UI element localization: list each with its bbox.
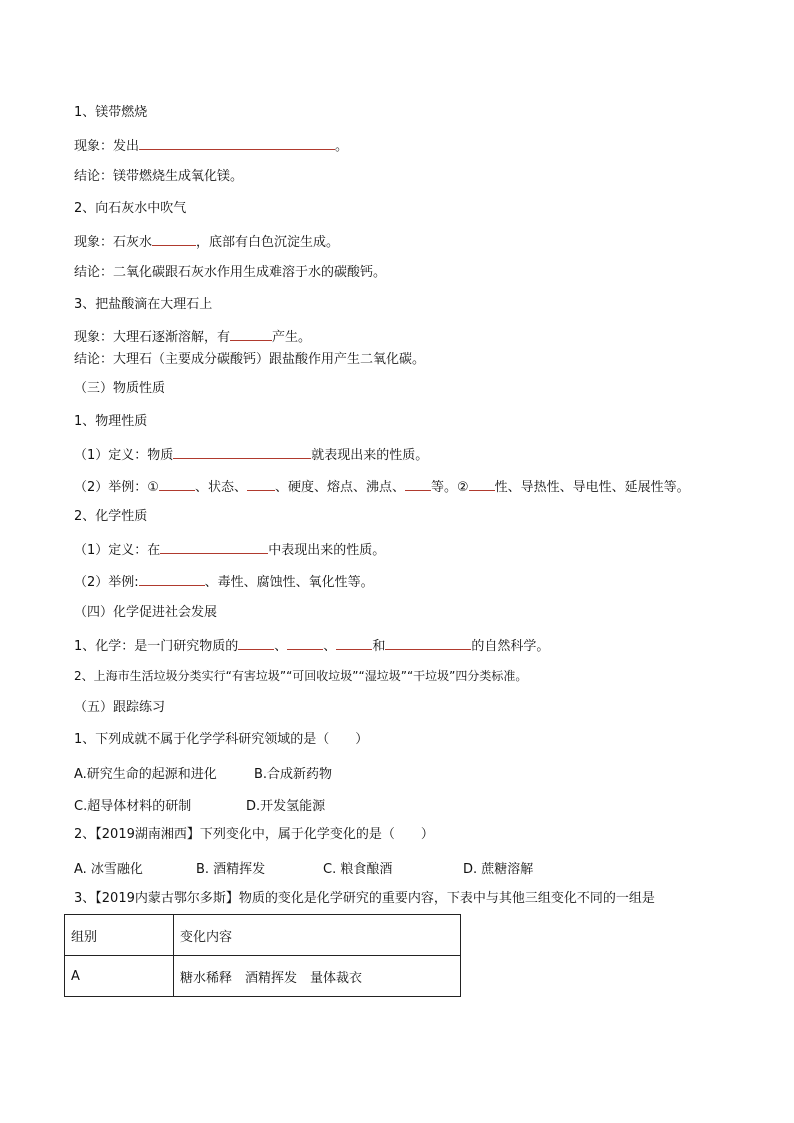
chemical-definition	[74, 540, 385, 560]
answer-blank[interactable]	[230, 327, 272, 341]
section-2-title: 2、向石灰水中吹气	[74, 201, 187, 216]
society-heading: （四）化学促进社会发展	[74, 605, 218, 620]
chemical-examples	[74, 572, 374, 592]
definition-label: （1）定义：在	[74, 543, 161, 558]
phenomenon-label: 现象：发出	[74, 139, 140, 154]
separator: 、	[274, 639, 288, 654]
definition-label: （1）定义：物质	[74, 448, 174, 463]
q1-option-d[interactable]: D.开发氢能源	[246, 799, 326, 814]
properties-heading: （三）物质性质	[74, 381, 166, 396]
definition-suffix: 中表现出来的性质。	[268, 543, 386, 558]
example-text: 、毒性、腐蚀性、氧化性等。	[204, 575, 374, 590]
example-text: 、状态、	[194, 480, 247, 495]
physical-definition	[74, 445, 428, 465]
answer-blank[interactable]	[152, 232, 196, 246]
definition-suffix: 就表现出来的性质。	[311, 448, 429, 463]
phenomenon-suffix: ，底部有白色沉淀生成。	[196, 235, 340, 250]
section-2-phenomenon	[74, 232, 339, 252]
answer-blank[interactable]	[247, 477, 275, 491]
q1-option-a[interactable]: A.研究生命的起源和进化	[74, 767, 217, 782]
table-cell-content: 糖水稀释 酒精挥发 量体裁衣	[174, 956, 461, 997]
answer-blank[interactable]	[139, 136, 335, 150]
q1-option-c[interactable]: C.超导体材料的研制	[74, 799, 192, 814]
definition-label: 1、化学：是一门研究物质的	[74, 639, 239, 654]
section-3-conclusion: 结论：大理石（主要成分碳酸钙）跟盐酸作用产生二氧化碳。	[74, 352, 426, 367]
chemical-properties-title: 2、化学性质	[74, 509, 148, 524]
answer-blank[interactable]	[159, 477, 195, 491]
definition-suffix: 的自然科学。	[471, 639, 550, 654]
q1-option-b[interactable]: B.合成新药物	[254, 767, 333, 782]
section-3-title: 3、把盐酸滴在大理石上	[74, 297, 213, 312]
section-2-conclusion: 结论：二氧化碳跟石灰水作用生成难溶于水的碳酸钙。	[74, 265, 387, 280]
question-2: 2、【2019湖南湘西】下列变化中，属于化学变化的是（ ）	[74, 827, 434, 842]
answer-blank[interactable]	[385, 636, 471, 650]
answer-blank[interactable]	[160, 540, 268, 554]
example-label: （2）举例:	[74, 575, 139, 590]
phenomenon-suffix: 产生。	[272, 330, 312, 345]
practice-heading: （五）跟踪练习	[74, 700, 166, 715]
section-1-title: 1、镁带燃烧	[74, 105, 148, 120]
physical-examples	[74, 477, 690, 497]
question-1: 1、下列成就不属于化学学科研究领域的是（ ）	[74, 732, 369, 747]
example-label: （2）举例：①	[74, 480, 159, 495]
table-header-content: 变化内容	[174, 915, 461, 956]
separator: 和	[372, 639, 386, 654]
change-table	[64, 914, 461, 997]
answer-blank[interactable]	[139, 572, 205, 586]
section-3-phenomenon	[74, 327, 311, 347]
example-text: 性、导热性、导电性、延展性等。	[494, 480, 690, 495]
section-1-conclusion: 结论：镁带燃烧生成氧化镁。	[74, 169, 244, 184]
answer-blank[interactable]	[287, 636, 323, 650]
phenomenon-suffix: 。	[335, 139, 349, 154]
example-text: 、硬度、熔点、沸点、	[274, 480, 405, 495]
table-header-group: 组别	[65, 915, 174, 956]
physical-properties-title: 1、物理性质	[74, 414, 148, 429]
answer-blank[interactable]	[336, 636, 372, 650]
q2-option-b[interactable]: B. 酒精挥发	[196, 862, 266, 877]
q2-option-c[interactable]: C. 粮食酿酒	[323, 862, 393, 877]
answer-blank[interactable]	[238, 636, 274, 650]
separator: 、	[323, 639, 337, 654]
garbage-classification-note: 2、上海市生活垃圾分类实行“有害垃圾”“可回收垃圾”“湿垃圾”“干垃圾”四分类标准。	[74, 669, 528, 683]
q2-option-a[interactable]: A. 冰雪融化	[74, 862, 143, 877]
answer-blank[interactable]	[469, 477, 495, 491]
phenomenon-label: 现象：大理石逐渐溶解，有	[74, 330, 231, 345]
chemistry-definition	[74, 636, 549, 656]
example-text: 等。②	[430, 480, 469, 495]
table-cell-group: A	[65, 956, 174, 997]
q2-option-d[interactable]: D. 蔗糖溶解	[463, 862, 534, 877]
answer-blank[interactable]	[173, 445, 311, 459]
table-row	[65, 956, 461, 997]
question-3: 3、【2019内蒙古鄂尔多斯】物质的变化是化学研究的重要内容，下表中与其他三组变化不同的一组是	[74, 891, 655, 906]
answer-blank[interactable]	[405, 477, 431, 491]
table-header-row	[65, 915, 461, 956]
phenomenon-label: 现象：石灰水	[74, 235, 153, 250]
section-1-phenomenon	[74, 136, 348, 156]
